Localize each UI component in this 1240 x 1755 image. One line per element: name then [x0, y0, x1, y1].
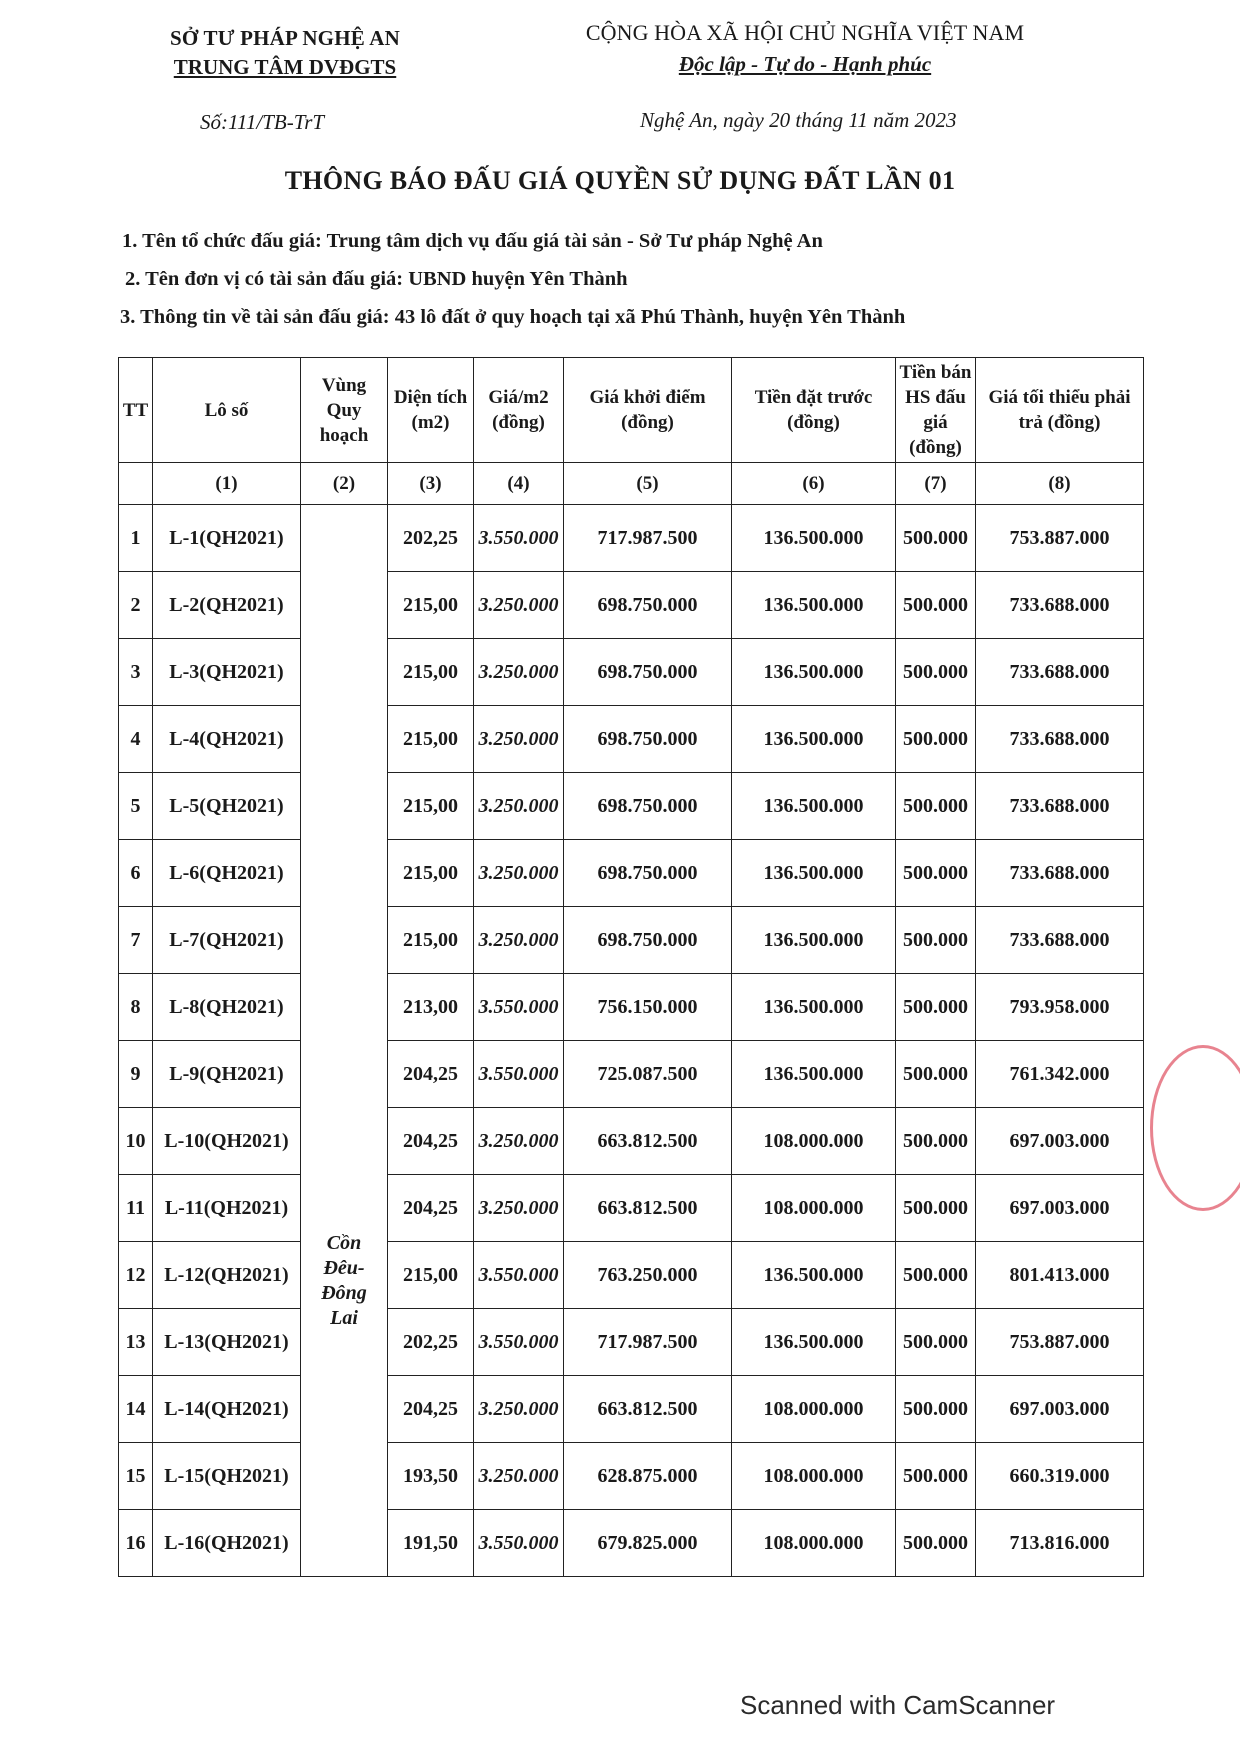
zone-cell: [301, 505, 388, 1577]
row-area: 191,50: [388, 1510, 474, 1577]
row-price: 3.250.000: [474, 1376, 564, 1443]
table-row: [119, 840, 1144, 907]
row-tt: 4: [119, 706, 153, 773]
row-lot: L-7(QH2021): [153, 907, 301, 974]
row-tt: 7: [119, 907, 153, 974]
row-lot: L-3(QH2021): [153, 639, 301, 706]
col-number-blank: [119, 463, 153, 505]
row-price: 3.250.000: [474, 773, 564, 840]
row-base: 698.750.000: [564, 840, 732, 907]
col-number: (3): [388, 463, 474, 505]
row-area: 204,25: [388, 1108, 474, 1175]
row-price: 3.250.000: [474, 1175, 564, 1242]
national-motto: Độc lập - Tự do - Hạnh phúc: [678, 52, 932, 76]
row-lot: L-15(QH2021): [153, 1443, 301, 1510]
header-area: Diện tích (m2): [388, 358, 474, 463]
row-lot: L-9(QH2021): [153, 1041, 301, 1108]
col-number: (4): [474, 463, 564, 505]
row-price: 3.550.000: [474, 974, 564, 1041]
col-number: (2): [301, 463, 388, 505]
document-number: Số:111/TB-TrT: [200, 110, 325, 134]
row-tt: 15: [119, 1443, 153, 1510]
row-area: 193,50: [388, 1443, 474, 1510]
row-base: 756.150.000: [564, 974, 732, 1041]
row-base: 698.750.000: [564, 907, 732, 974]
row-base: 698.750.000: [564, 639, 732, 706]
header-fee: Tiền bán HS đấu giá (đồng): [896, 358, 976, 463]
row-price: 3.250.000: [474, 907, 564, 974]
row-deposit: 136.500.000: [732, 639, 896, 706]
table-row: [119, 1309, 1144, 1376]
row-fee: 500.000: [896, 1108, 976, 1175]
header-base: Giá khởi điểm (đồng): [564, 358, 732, 463]
row-price: 3.250.000: [474, 706, 564, 773]
row-base: 717.987.500: [564, 505, 732, 572]
row-tt: 13: [119, 1309, 153, 1376]
document-title: THÔNG BÁO ĐẤU GIÁ QUYỀN SỬ DỤNG ĐẤT LẦN 01: [284, 166, 956, 195]
row-area: 215,00: [388, 1242, 474, 1309]
table-row: [119, 639, 1144, 706]
row-tt: 14: [119, 1376, 153, 1443]
row-tt: 16: [119, 1510, 153, 1577]
row-tt: 3: [119, 639, 153, 706]
row-deposit: 136.500.000: [732, 840, 896, 907]
red-seal-stamp: [1150, 1045, 1240, 1211]
table-row: [119, 572, 1144, 639]
issuer-line1: SỞ TƯ PHÁP NGHỆ AN: [170, 26, 400, 50]
col-number: (5): [564, 463, 732, 505]
header-lot: Lô số: [153, 358, 301, 463]
row-lot: L-11(QH2021): [153, 1175, 301, 1242]
row-deposit: 136.500.000: [732, 773, 896, 840]
row-price: 3.250.000: [474, 572, 564, 639]
row-lot: L-14(QH2021): [153, 1376, 301, 1443]
row-base: 628.875.000: [564, 1443, 732, 1510]
row-lot: L-8(QH2021): [153, 974, 301, 1041]
row-tt: 5: [119, 773, 153, 840]
row-min: 697.003.000: [976, 1175, 1144, 1242]
row-fee: 500.000: [896, 706, 976, 773]
row-min: 801.413.000: [976, 1242, 1144, 1309]
header-price: Giá/m2 (đồng): [474, 358, 564, 463]
info-line-asset: 3. Thông tin về tài sản đấu giá: 43 lô đất ở quy hoạch tại xã Phú Thành, huyện Yên Thành: [120, 306, 906, 328]
row-lot: L-6(QH2021): [153, 840, 301, 907]
row-price: 3.550.000: [474, 1510, 564, 1577]
row-tt: 2: [119, 572, 153, 639]
row-deposit: 108.000.000: [732, 1175, 896, 1242]
row-deposit: 136.500.000: [732, 1242, 896, 1309]
row-min: 660.319.000: [976, 1443, 1144, 1510]
row-min: 793.958.000: [976, 974, 1144, 1041]
column-number-row: [119, 463, 1144, 505]
row-fee: 500.000: [896, 1242, 976, 1309]
row-area: 215,00: [388, 907, 474, 974]
row-min: 733.688.000: [976, 706, 1144, 773]
row-tt: 9: [119, 1041, 153, 1108]
row-min: 753.887.000: [976, 505, 1144, 572]
row-min: 713.816.000: [976, 1510, 1144, 1577]
table-row: [119, 1108, 1144, 1175]
row-lot: L-1(QH2021): [153, 505, 301, 572]
row-lot: L-16(QH2021): [153, 1510, 301, 1577]
scanner-watermark: Scanned with CamScanner: [740, 1690, 1056, 1720]
row-min: 733.688.000: [976, 907, 1144, 974]
row-area: 215,00: [388, 840, 474, 907]
issuer-header: [150, 26, 420, 80]
row-fee: 500.000: [896, 1041, 976, 1108]
header-deposit: Tiền đặt trước (đồng): [732, 358, 896, 463]
row-area: 204,25: [388, 1041, 474, 1108]
row-base: 663.812.500: [564, 1175, 732, 1242]
row-tt: 11: [119, 1175, 153, 1242]
row-base: 663.812.500: [564, 1108, 732, 1175]
col-number: (6): [732, 463, 896, 505]
row-lot: L-12(QH2021): [153, 1242, 301, 1309]
row-tt: 10: [119, 1108, 153, 1175]
row-deposit: 136.500.000: [732, 1041, 896, 1108]
row-base: 698.750.000: [564, 706, 732, 773]
row-base: 717.987.500: [564, 1309, 732, 1376]
table-row: [119, 907, 1144, 974]
row-min: 733.688.000: [976, 572, 1144, 639]
row-area: 213,00: [388, 974, 474, 1041]
row-base: 663.812.500: [564, 1376, 732, 1443]
table-row: [119, 1376, 1144, 1443]
row-area: 202,25: [388, 1309, 474, 1376]
row-deposit: 136.500.000: [732, 907, 896, 974]
row-fee: 500.000: [896, 974, 976, 1041]
row-deposit: 136.500.000: [732, 974, 896, 1041]
row-deposit: 108.000.000: [732, 1108, 896, 1175]
row-deposit: 136.500.000: [732, 572, 896, 639]
table-row: [119, 706, 1144, 773]
table-row: [119, 1443, 1144, 1510]
row-lot: L-2(QH2021): [153, 572, 301, 639]
row-tt: 6: [119, 840, 153, 907]
zone-text: Lai: [330, 1306, 358, 1329]
row-base: 679.825.000: [564, 1510, 732, 1577]
row-price: 3.250.000: [474, 639, 564, 706]
row-area: 204,25: [388, 1175, 474, 1242]
row-fee: 500.000: [896, 1376, 976, 1443]
row-deposit: 108.000.000: [732, 1376, 896, 1443]
info-line-organizer: 1. Tên tổ chức đấu giá: Trung tâm dịch vụ đấu giá tài sản - Sở Tư pháp Nghệ An: [122, 230, 823, 252]
table-row: [119, 773, 1144, 840]
row-price: 3.250.000: [474, 1108, 564, 1175]
row-price: 3.250.000: [474, 1443, 564, 1510]
row-fee: 500.000: [896, 1510, 976, 1577]
info-line-owner: 2. Tên đơn vị có tài sản đấu giá: UBND huyện Yên Thành: [125, 268, 628, 290]
row-min: 733.688.000: [976, 840, 1144, 907]
header-zone: Vùng Quy hoạch: [301, 358, 388, 463]
row-deposit: 108.000.000: [732, 1510, 896, 1577]
row-fee: 500.000: [896, 907, 976, 974]
row-price: 3.250.000: [474, 840, 564, 907]
row-price: 3.550.000: [474, 1041, 564, 1108]
row-fee: 500.000: [896, 1309, 976, 1376]
row-area: 215,00: [388, 572, 474, 639]
row-fee: 500.000: [896, 773, 976, 840]
row-deposit: 136.500.000: [732, 1309, 896, 1376]
row-min: 697.003.000: [976, 1376, 1144, 1443]
row-tt: 12: [119, 1242, 153, 1309]
header-tt: TT: [119, 358, 153, 463]
row-tt: 1: [119, 505, 153, 572]
table-row: [119, 1175, 1144, 1242]
row-deposit: 136.500.000: [732, 706, 896, 773]
row-min: 733.688.000: [976, 639, 1144, 706]
row-area: 215,00: [388, 706, 474, 773]
row-tt: 8: [119, 974, 153, 1041]
table-row: [119, 1510, 1144, 1577]
row-price: 3.550.000: [474, 1309, 564, 1376]
row-area: 202,25: [388, 505, 474, 572]
col-number: (8): [976, 463, 1144, 505]
row-lot: L-4(QH2021): [153, 706, 301, 773]
row-fee: 500.000: [896, 840, 976, 907]
row-lot: L-13(QH2021): [153, 1309, 301, 1376]
row-min: 761.342.000: [976, 1041, 1144, 1108]
row-area: 215,00: [388, 773, 474, 840]
row-price: 3.550.000: [474, 505, 564, 572]
row-price: 3.550.000: [474, 1242, 564, 1309]
row-min: 697.003.000: [976, 1108, 1144, 1175]
row-base: 698.750.000: [564, 773, 732, 840]
row-base: 698.750.000: [564, 572, 732, 639]
table-row: [119, 974, 1144, 1041]
row-fee: 500.000: [896, 1443, 976, 1510]
table-row: [119, 1041, 1144, 1108]
row-area: 215,00: [388, 639, 474, 706]
row-fee: 500.000: [896, 505, 976, 572]
zone-text: Đông: [321, 1281, 367, 1304]
col-number: (1): [153, 463, 301, 505]
row-fee: 500.000: [896, 572, 976, 639]
auction-table: [118, 357, 1144, 1577]
row-min: 753.887.000: [976, 1309, 1144, 1376]
row-area: 204,25: [388, 1376, 474, 1443]
row-min: 733.688.000: [976, 773, 1144, 840]
row-fee: 500.000: [896, 639, 976, 706]
national-title: CỘNG HÒA XÃ HỘI CHỦ NGHĨA VIỆT NAM: [585, 20, 1025, 45]
table-header-row: [119, 358, 1144, 463]
row-deposit: 108.000.000: [732, 1443, 896, 1510]
document-date: Nghệ An, ngày 20 tháng 11 năm 2023: [640, 108, 957, 132]
row-lot: L-5(QH2021): [153, 773, 301, 840]
header-min: Giá tối thiểu phải trả (đồng): [976, 358, 1144, 463]
row-fee: 500.000: [896, 1175, 976, 1242]
zone-text: Đêu-: [323, 1256, 365, 1279]
row-base: 725.087.500: [564, 1041, 732, 1108]
table-row: [119, 505, 1144, 572]
row-deposit: 136.500.000: [732, 505, 896, 572]
national-header: [560, 20, 1050, 77]
issuer-line2: TRUNG TÂM DVĐGTS: [173, 55, 397, 79]
row-base: 763.250.000: [564, 1242, 732, 1309]
col-number: (7): [896, 463, 976, 505]
row-lot: L-10(QH2021): [153, 1108, 301, 1175]
table-row: [119, 1242, 1144, 1309]
zone-text: Cồn: [326, 1231, 362, 1254]
